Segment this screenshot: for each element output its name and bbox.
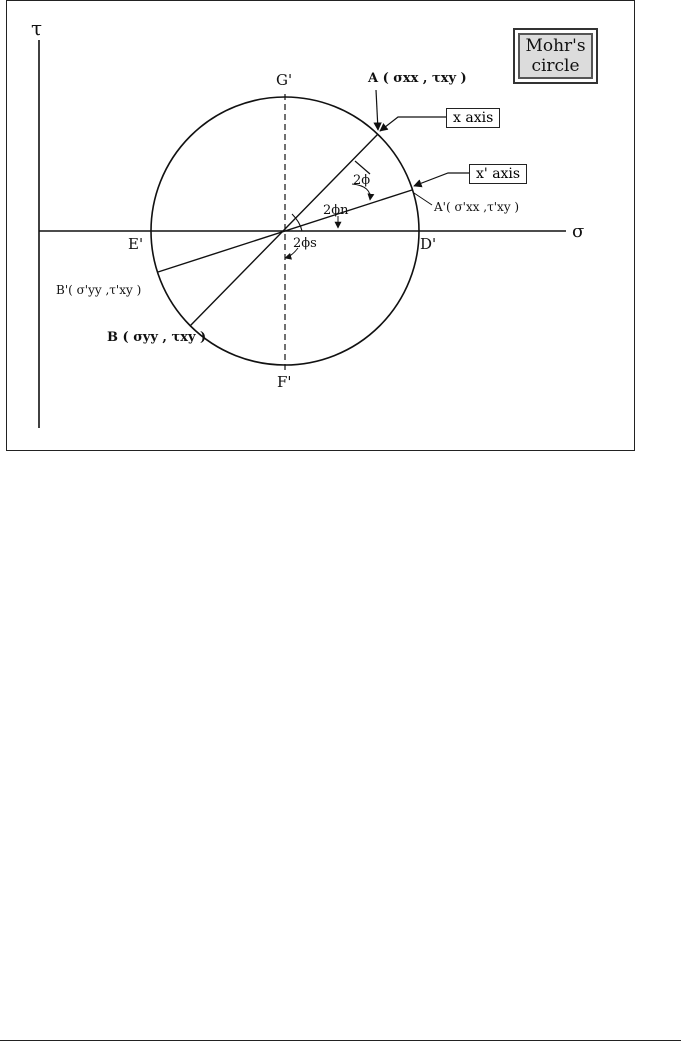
- title-line-1: Mohr's: [525, 36, 586, 56]
- callout-x-prime-axis-leader: [414, 173, 469, 186]
- point-e-label: E': [128, 235, 144, 253]
- angle-2phi-label: 2ϕ: [353, 173, 371, 188]
- angle-2phi-s-label: 2ϕs: [293, 236, 317, 251]
- title-line-2: circle: [531, 56, 580, 76]
- tau-axis-label: τ: [31, 16, 43, 40]
- x-prime-axis-callout-box: x' axis: [469, 164, 527, 184]
- point-d-label: D': [420, 235, 437, 253]
- diameter-a-b: [190, 134, 378, 326]
- x-axis-callout-box: x axis: [446, 108, 500, 128]
- sigma-axis-label: σ: [572, 221, 585, 242]
- title-box: [513, 28, 598, 84]
- callout-arrow-a: [376, 90, 378, 130]
- angle-2phi-n-label: 2ϕn: [323, 203, 349, 218]
- point-g-label: G': [276, 71, 293, 89]
- title-box-inner: [518, 33, 593, 79]
- point-b-prime-label: B'( σ'yy ,τ'xy ): [56, 283, 142, 297]
- point-a-label: A ( σxx , τxy ): [368, 71, 467, 86]
- callout-x-axis-leader: [380, 117, 446, 131]
- point-f-label: F': [277, 373, 292, 391]
- point-a-prime-label: A'( σ'xx ,τ'xy ): [434, 200, 520, 214]
- point-b-label: B ( σyy , τxy ): [107, 330, 207, 345]
- footer-rule: [0, 1040, 681, 1041]
